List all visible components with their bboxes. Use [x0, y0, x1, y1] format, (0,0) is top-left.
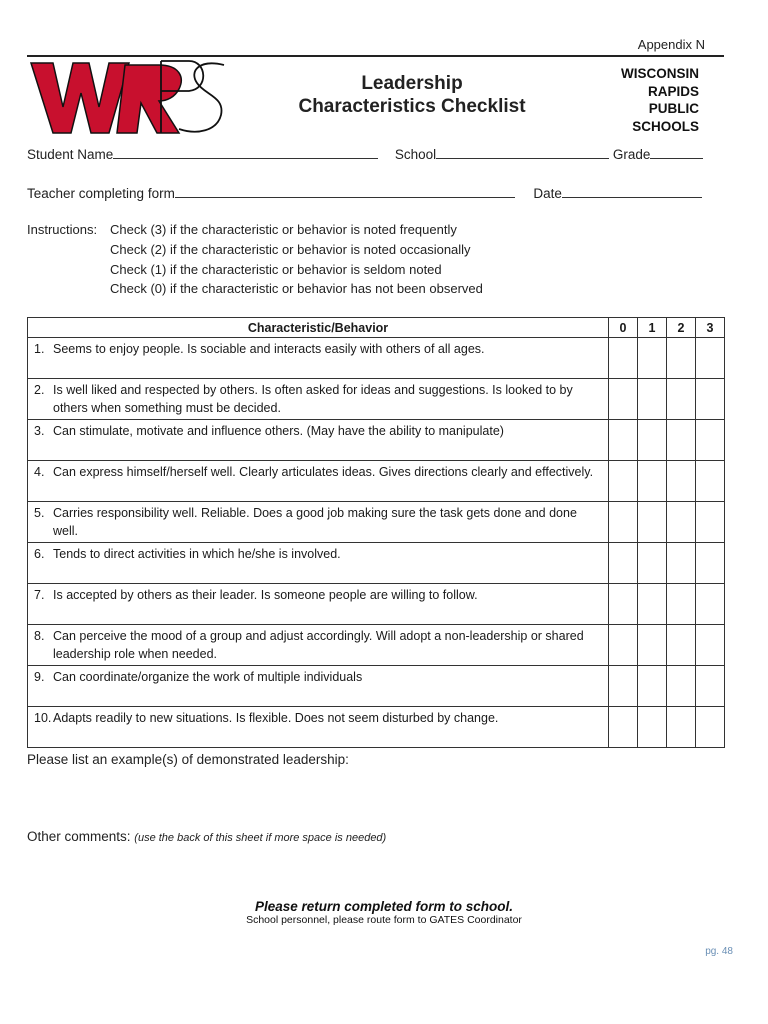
table-row	[28, 543, 725, 584]
rating-checkbox-3[interactable]	[696, 625, 725, 666]
route-instruction: School personnel, please route form to GATES Coordinator	[246, 914, 522, 926]
form-title	[262, 72, 562, 118]
student-name-label: Student Name	[27, 147, 114, 162]
item-number: 10.	[34, 711, 52, 725]
district-line: WISCONSIN	[620, 66, 699, 81]
rating-checkbox-2[interactable]	[667, 502, 696, 543]
characteristic-cell	[28, 502, 609, 543]
checklist-table	[27, 317, 725, 748]
district-line: RAPIDS	[647, 83, 699, 99]
item-text: Adapts readily to new situations. Is flexible. Does not seem disturbed by change.	[53, 711, 499, 725]
rating-header-0: 0	[609, 318, 638, 338]
rating-checkbox-1[interactable]	[638, 707, 667, 748]
rating-checkbox-1[interactable]	[638, 502, 667, 543]
rating-checkbox-2[interactable]	[667, 461, 696, 502]
comments-note: (use the back of this sheet if more space is needed)	[134, 832, 387, 844]
rating-checkbox-3[interactable]	[696, 584, 725, 625]
item-text: Tends to direct activities in which he/she is involved.	[53, 547, 341, 561]
appendix-label: Appendix N	[637, 37, 705, 52]
instructions-label: Instructions:	[27, 222, 98, 237]
rating-header-2: 2	[667, 318, 696, 338]
item-number: 7.	[34, 588, 45, 602]
district-line: SCHOOLS	[632, 118, 699, 134]
rating-checkbox-0[interactable]	[609, 420, 638, 461]
characteristic-cell	[28, 543, 609, 584]
item-number: 2.	[34, 383, 45, 397]
rating-checkbox-1[interactable]	[638, 338, 667, 379]
district-name	[560, 65, 699, 135]
rating-checkbox-0[interactable]	[609, 543, 638, 584]
characteristic-header: Characteristic/Behavior	[28, 318, 609, 338]
item-text: Is well liked and respected by others. Is often asked for ideas and suggestions. Is looked to by others when something must be decided.	[53, 383, 573, 415]
rating-checkbox-2[interactable]	[667, 666, 696, 707]
rating-checkbox-1[interactable]	[638, 379, 667, 420]
date-field[interactable]	[562, 184, 702, 198]
teacher-field[interactable]	[175, 184, 515, 198]
item-number: 1.	[34, 342, 45, 356]
table-row	[28, 625, 725, 666]
table-row	[28, 584, 725, 625]
grade-field[interactable]	[650, 145, 703, 159]
rating-checkbox-3[interactable]	[696, 338, 725, 379]
student-info-row	[27, 145, 703, 162]
item-number: 5.	[34, 506, 45, 520]
instruction-line: Check (1) if the characteristic or behavior is seldom noted	[110, 262, 442, 277]
table-row	[28, 420, 725, 461]
item-text: Can perceive the mood of a group and adjust accordingly. Will adopt a non-leadership or shared leadership role when needed.	[53, 629, 584, 661]
rating-header-1: 1	[638, 318, 667, 338]
item-text: Can express himself/herself well. Clearly articulates ideas. Gives directions clearly and effectively.	[53, 465, 594, 479]
characteristic-cell	[28, 584, 609, 625]
rating-checkbox-1[interactable]	[638, 666, 667, 707]
table-row	[28, 338, 725, 379]
page-number: pg. 48	[705, 946, 733, 957]
grade-label: Grade	[612, 147, 651, 162]
rating-checkbox-1[interactable]	[638, 584, 667, 625]
rating-checkbox-3[interactable]	[696, 666, 725, 707]
school-field[interactable]	[436, 145, 609, 159]
characteristic-cell	[28, 338, 609, 379]
table-row	[28, 461, 725, 502]
student-name-field[interactable]	[113, 145, 378, 159]
comments-row	[27, 829, 386, 844]
item-text: Seems to enjoy people. Is sociable and interacts easily with others of all ages.	[53, 342, 485, 356]
rating-checkbox-2[interactable]	[667, 420, 696, 461]
table-row	[28, 502, 725, 543]
rating-checkbox-2[interactable]	[667, 543, 696, 584]
characteristic-cell	[28, 420, 609, 461]
rating-checkbox-2[interactable]	[667, 338, 696, 379]
teacher-info-row	[27, 184, 702, 201]
rating-checkbox-0[interactable]	[609, 379, 638, 420]
table-row	[28, 379, 725, 420]
rating-checkbox-2[interactable]	[667, 625, 696, 666]
teacher-label: Teacher completing form	[27, 186, 175, 201]
rating-checkbox-2[interactable]	[667, 584, 696, 625]
characteristic-cell	[28, 461, 609, 502]
school-label: School	[394, 147, 437, 162]
rating-checkbox-3[interactable]	[696, 543, 725, 584]
rating-checkbox-3[interactable]	[696, 461, 725, 502]
rating-checkbox-1[interactable]	[638, 625, 667, 666]
return-instruction: Please return completed form to school.	[254, 899, 514, 914]
rating-checkbox-1[interactable]	[638, 461, 667, 502]
table-header-row	[28, 318, 725, 338]
rating-checkbox-3[interactable]	[696, 420, 725, 461]
instruction-line: Check (2) if the characteristic or behavior is noted occasionally	[110, 242, 471, 257]
item-text: Carries responsibility well. Reliable. Does a good job making sure the task gets done and done well.	[53, 506, 577, 538]
item-text: Can stimulate, motivate and influence others. (May have the ability to manipulate)	[53, 424, 504, 438]
rating-checkbox-0[interactable]	[609, 338, 638, 379]
date-label: Date	[533, 186, 562, 201]
rating-checkbox-3[interactable]	[696, 502, 725, 543]
rating-header-3: 3	[696, 318, 725, 338]
rating-checkbox-0[interactable]	[609, 502, 638, 543]
item-number: 8.	[34, 629, 45, 643]
comments-label: Other comments:	[27, 829, 131, 844]
form-title-line1: Leadership	[361, 73, 463, 94]
item-number: 4.	[34, 465, 45, 479]
form-title-line2: Characteristics Checklist	[298, 96, 526, 117]
rating-checkbox-1[interactable]	[638, 420, 667, 461]
item-number: 9.	[34, 670, 45, 684]
item-text: Can coordinate/organize the work of multiple individuals	[53, 670, 363, 684]
district-line: PUBLIC	[648, 101, 699, 116]
table-row	[28, 707, 725, 748]
rating-checkbox-0[interactable]	[609, 584, 638, 625]
examples-label: Please list an example(s) of demonstrated leadership:	[27, 752, 349, 767]
rating-checkbox-1[interactable]	[638, 543, 667, 584]
item-number: 6.	[34, 547, 45, 561]
rating-checkbox-0[interactable]	[609, 461, 638, 502]
wrps-logo	[29, 57, 229, 137]
rating-checkbox-3[interactable]	[696, 379, 725, 420]
instruction-line: Check (0) if the characteristic or behavior has not been observed	[110, 281, 483, 296]
rating-checkbox-2[interactable]	[667, 379, 696, 420]
rating-checkbox-2[interactable]	[667, 707, 696, 748]
characteristic-cell	[28, 707, 609, 748]
rating-checkbox-0[interactable]	[609, 625, 638, 666]
rating-checkbox-0[interactable]	[609, 666, 638, 707]
item-number: 3.	[34, 424, 45, 438]
characteristic-cell	[28, 666, 609, 707]
characteristic-cell	[28, 625, 609, 666]
rating-checkbox-0[interactable]	[609, 707, 638, 748]
item-text: Is accepted by others as their leader. Is someone people are willing to follow.	[53, 588, 478, 602]
table-row	[28, 666, 725, 707]
instruction-line: Check (3) if the characteristic or behavior is noted frequently	[110, 222, 457, 237]
rating-checkbox-3[interactable]	[696, 707, 725, 748]
characteristic-cell	[28, 379, 609, 420]
